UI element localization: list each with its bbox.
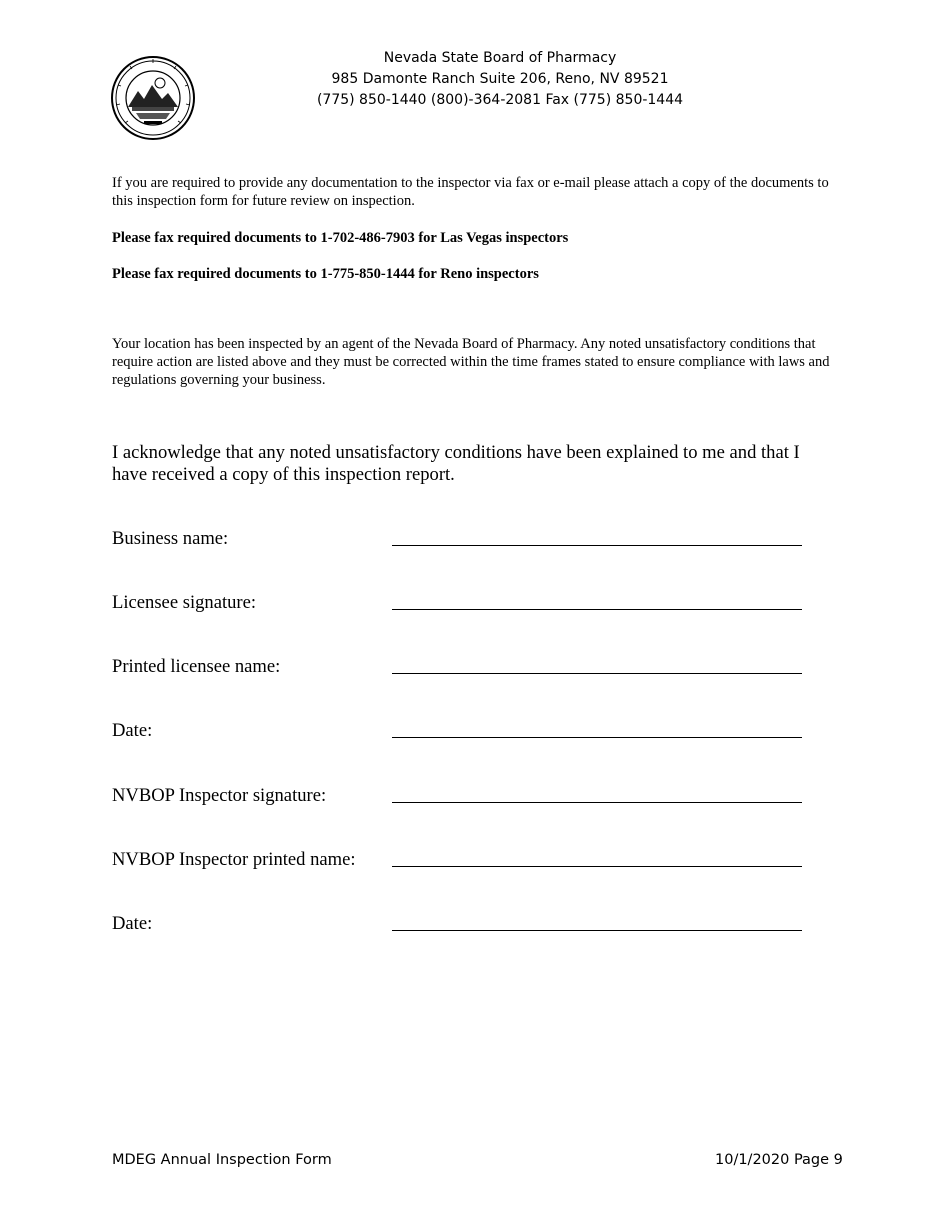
footer-date-page: 10/1/2020 Page 9 (715, 1152, 843, 1168)
licensee-date-label: Date: (112, 720, 153, 741)
licensee-signature-line[interactable] (392, 609, 802, 610)
inspector-printed-name-label: NVBOP Inspector printed name: (112, 849, 356, 870)
fax-reno: Please fax required documents to 1-775-850-1444 for Reno inspectors (112, 266, 539, 282)
inspector-date-line[interactable] (392, 930, 802, 931)
acknowledgement-statement: I acknowledge that any noted unsatisfactory conditions have been explained to me and that I have received a copy of this inspection report. (112, 442, 800, 485)
documentation-instructions: If you are required to provide any documentation to the inspector via fax or e-mail please attach a copy of the documents to this inspection form for future review on inspection. (112, 175, 829, 209)
licensee-date-line[interactable] (392, 737, 802, 738)
inspector-printed-name-line[interactable] (392, 866, 802, 867)
org-name: Nevada State Board of Pharmacy (383, 50, 617, 66)
inspector-date-label: Date: (112, 913, 153, 934)
org-address: 985 Damonte Ranch Suite 206, Reno, NV 89521 (331, 71, 669, 87)
business-name-line[interactable] (392, 545, 802, 546)
printed-licensee-name-line[interactable] (392, 673, 802, 674)
org-phones: (775) 850-1440 (800)-364-2081 Fax (775) 850-1444 (316, 92, 684, 108)
fax-las-vegas: Please fax required documents to 1-702-486-7903 for Las Vegas inspectors (112, 230, 569, 246)
business-name-label: Business name: (112, 528, 229, 549)
inspector-signature-line[interactable] (392, 802, 802, 803)
printed-licensee-name-label: Printed licensee name: (112, 656, 281, 677)
footer-form-name: MDEG Annual Inspection Form (112, 1152, 332, 1168)
inspector-signature-label: NVBOP Inspector signature: (112, 785, 327, 806)
letterhead (200, 48, 800, 111)
state-seal-icon (110, 55, 196, 141)
licensee-signature-label: Licensee signature: (112, 592, 257, 613)
inspection-notice: Your location has been inspected by an agent of the Nevada Board of Pharmacy. Any noted unsatisfactory conditions that require action are listed above and they must be corrected within the time frames stated to ensure compliance with laws and regulations governing your business. (112, 336, 830, 388)
